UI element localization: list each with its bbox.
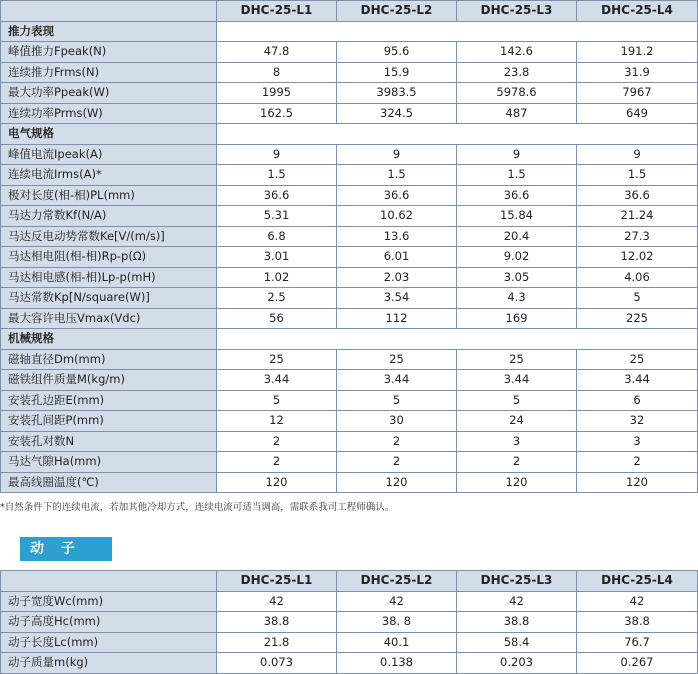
section-fill bbox=[217, 21, 698, 42]
column-header: DHC-25-L1 bbox=[217, 1, 337, 22]
value-cell: 9 bbox=[217, 144, 337, 165]
row-label: 安装孔边距E(mm) bbox=[1, 390, 217, 411]
table-row bbox=[1, 62, 698, 83]
value-cell: 38.8 bbox=[217, 612, 337, 633]
column-header: DHC-25-L2 bbox=[337, 571, 457, 592]
column-header: DHC-25-L3 bbox=[457, 1, 577, 22]
row-label: 峰值电流Ipeak(A) bbox=[1, 144, 217, 165]
row-label: 马达力常数Kf(N/A) bbox=[1, 206, 217, 227]
value-cell: 0.138 bbox=[337, 653, 457, 674]
row-label: 最大容许电压Vmax(Vdc) bbox=[1, 308, 217, 329]
value-cell: 13.6 bbox=[337, 226, 457, 247]
row-label: 动子高度Hc(mm) bbox=[1, 612, 217, 633]
table-row bbox=[1, 103, 698, 124]
value-cell: 3.54 bbox=[337, 288, 457, 309]
table-row bbox=[1, 591, 698, 612]
value-cell: 6.8 bbox=[217, 226, 337, 247]
table-row bbox=[1, 165, 698, 186]
value-cell: 1.5 bbox=[337, 165, 457, 186]
row-label: 磁轴直径Dm(mm) bbox=[1, 349, 217, 370]
value-cell: 2 bbox=[457, 452, 577, 473]
section-fill bbox=[217, 329, 698, 350]
value-cell: 58.4 bbox=[457, 632, 577, 653]
value-cell: 5 bbox=[457, 390, 577, 411]
value-cell: 27.3 bbox=[577, 226, 698, 247]
value-cell: 120 bbox=[337, 472, 457, 493]
value-cell: 3983.5 bbox=[337, 83, 457, 104]
table-row bbox=[1, 370, 698, 391]
value-cell: 12 bbox=[217, 411, 337, 432]
value-cell: 20.4 bbox=[457, 226, 577, 247]
section-header-row bbox=[1, 124, 698, 145]
section-header-row bbox=[1, 329, 698, 350]
row-label: 马达相电阻(相-相)Rp-p(Ω) bbox=[1, 247, 217, 268]
mover-section-title: 动 子 bbox=[20, 537, 112, 561]
row-label: 马达气隙Ha(mm) bbox=[1, 452, 217, 473]
value-cell: 36.6 bbox=[577, 185, 698, 206]
value-cell: 40.1 bbox=[337, 632, 457, 653]
table-row bbox=[1, 42, 698, 63]
value-cell: 2 bbox=[217, 431, 337, 452]
value-cell: 3 bbox=[457, 431, 577, 452]
value-cell: 2.03 bbox=[337, 267, 457, 288]
value-cell: 36.6 bbox=[217, 185, 337, 206]
value-cell: 9 bbox=[577, 144, 698, 165]
table-row bbox=[1, 632, 698, 653]
spec-header-row bbox=[1, 1, 698, 22]
value-cell: 38.8 bbox=[457, 612, 577, 633]
value-cell: 3 bbox=[577, 431, 698, 452]
value-cell: 8 bbox=[217, 62, 337, 83]
value-cell: 3.01 bbox=[217, 247, 337, 268]
column-header: DHC-25-L4 bbox=[577, 571, 698, 592]
value-cell: 9 bbox=[337, 144, 457, 165]
value-cell: 5 bbox=[577, 288, 698, 309]
table-row bbox=[1, 206, 698, 227]
table-row bbox=[1, 267, 698, 288]
row-label: 动子质量m(kg) bbox=[1, 653, 217, 674]
value-cell: 36.6 bbox=[457, 185, 577, 206]
value-cell: 24 bbox=[457, 411, 577, 432]
value-cell: 36.6 bbox=[337, 185, 457, 206]
row-label: 磁铁组件质量M(kg/m) bbox=[1, 370, 217, 391]
value-cell: 12.02 bbox=[577, 247, 698, 268]
value-cell: 25 bbox=[337, 349, 457, 370]
table-row bbox=[1, 431, 698, 452]
row-label: 安装孔对数N bbox=[1, 431, 217, 452]
value-cell: 4.06 bbox=[577, 267, 698, 288]
value-cell: 487 bbox=[457, 103, 577, 124]
value-cell: 0.073 bbox=[217, 653, 337, 674]
value-cell: 0.203 bbox=[457, 653, 577, 674]
value-cell: 1.02 bbox=[217, 267, 337, 288]
value-cell: 1.5 bbox=[217, 165, 337, 186]
table-row bbox=[1, 83, 698, 104]
table-row bbox=[1, 390, 698, 411]
mover-header-row bbox=[1, 571, 698, 592]
column-header: DHC-25-L1 bbox=[217, 571, 337, 592]
value-cell: 1995 bbox=[217, 83, 337, 104]
table-row bbox=[1, 247, 698, 268]
section-fill bbox=[217, 124, 698, 145]
column-header: DHC-25-L3 bbox=[457, 571, 577, 592]
value-cell: 225 bbox=[577, 308, 698, 329]
table-row bbox=[1, 308, 698, 329]
value-cell: 3.05 bbox=[457, 267, 577, 288]
value-cell: 30 bbox=[337, 411, 457, 432]
column-header: DHC-25-L4 bbox=[577, 1, 698, 22]
table-row bbox=[1, 452, 698, 473]
section-title: 机械规格 bbox=[1, 329, 217, 350]
value-cell: 3.44 bbox=[217, 370, 337, 391]
value-cell: 1.5 bbox=[577, 165, 698, 186]
value-cell: 120 bbox=[577, 472, 698, 493]
section-header-row bbox=[1, 21, 698, 42]
value-cell: 42 bbox=[217, 591, 337, 612]
value-cell: 1.5 bbox=[457, 165, 577, 186]
value-cell: 21.24 bbox=[577, 206, 698, 227]
value-cell: 95.6 bbox=[337, 42, 457, 63]
value-cell: 2 bbox=[337, 452, 457, 473]
value-cell: 38. 8 bbox=[337, 612, 457, 633]
value-cell: 6 bbox=[577, 390, 698, 411]
table-row bbox=[1, 653, 698, 674]
value-cell: 5.31 bbox=[217, 206, 337, 227]
value-cell: 4.3 bbox=[457, 288, 577, 309]
value-cell: 38.8 bbox=[577, 612, 698, 633]
value-cell: 25 bbox=[457, 349, 577, 370]
value-cell: 3.44 bbox=[337, 370, 457, 391]
table-row bbox=[1, 144, 698, 165]
value-cell: 2 bbox=[217, 452, 337, 473]
row-label: 最高线圈温度(℃) bbox=[1, 472, 217, 493]
value-cell: 2 bbox=[337, 431, 457, 452]
value-cell: 21.8 bbox=[217, 632, 337, 653]
mover-spec-table bbox=[0, 570, 698, 674]
value-cell: 42 bbox=[457, 591, 577, 612]
row-label: 极对长度(相-相)PL(mm) bbox=[1, 185, 217, 206]
value-cell: 162.5 bbox=[217, 103, 337, 124]
spec-body bbox=[1, 21, 698, 493]
row-label: 马达常数Kp[N/square(W)] bbox=[1, 288, 217, 309]
value-cell: 42 bbox=[337, 591, 457, 612]
value-cell: 3.44 bbox=[457, 370, 577, 391]
value-cell: 42 bbox=[577, 591, 698, 612]
value-cell: 10.62 bbox=[337, 206, 457, 227]
row-label: 峰值推力Fpeak(N) bbox=[1, 42, 217, 63]
row-label: 动子宽度Wc(mm) bbox=[1, 591, 217, 612]
table-row bbox=[1, 612, 698, 633]
value-cell: 25 bbox=[577, 349, 698, 370]
header-corner bbox=[1, 571, 217, 592]
value-cell: 169 bbox=[457, 308, 577, 329]
value-cell: 31.9 bbox=[577, 62, 698, 83]
table-row bbox=[1, 411, 698, 432]
value-cell: 0.267 bbox=[577, 653, 698, 674]
value-cell: 5 bbox=[337, 390, 457, 411]
row-label: 最大功率Ppeak(W) bbox=[1, 83, 217, 104]
mover-body bbox=[1, 591, 698, 673]
value-cell: 15.84 bbox=[457, 206, 577, 227]
row-label: 连续功率Prms(W) bbox=[1, 103, 217, 124]
value-cell: 120 bbox=[217, 472, 337, 493]
banner-spacer bbox=[0, 537, 20, 561]
section-title: 电气规格 bbox=[1, 124, 217, 145]
value-cell: 2 bbox=[577, 452, 698, 473]
table-row bbox=[1, 226, 698, 247]
row-label: 连续电流Irms(A)* bbox=[1, 165, 217, 186]
table-row bbox=[1, 472, 698, 493]
row-label: 马达反电动势常数Ke[V/(m/s)] bbox=[1, 226, 217, 247]
value-cell: 2.5 bbox=[217, 288, 337, 309]
row-label: 连续推力Frms(N) bbox=[1, 62, 217, 83]
mover-section-banner bbox=[0, 537, 112, 561]
value-cell: 25 bbox=[217, 349, 337, 370]
value-cell: 56 bbox=[217, 308, 337, 329]
value-cell: 324.5 bbox=[337, 103, 457, 124]
value-cell: 3.44 bbox=[577, 370, 698, 391]
value-cell: 191.2 bbox=[577, 42, 698, 63]
section-title: 推力表现 bbox=[1, 21, 217, 42]
value-cell: 120 bbox=[457, 472, 577, 493]
value-cell: 47.8 bbox=[217, 42, 337, 63]
table-row bbox=[1, 349, 698, 370]
header-corner bbox=[1, 1, 217, 22]
value-cell: 112 bbox=[337, 308, 457, 329]
value-cell: 76.7 bbox=[577, 632, 698, 653]
value-cell: 23.8 bbox=[457, 62, 577, 83]
row-label: 动子长度Lc(mm) bbox=[1, 632, 217, 653]
value-cell: 5978.6 bbox=[457, 83, 577, 104]
table-row bbox=[1, 288, 698, 309]
value-cell: 5 bbox=[217, 390, 337, 411]
value-cell: 9.02 bbox=[457, 247, 577, 268]
row-label: 安装孔间距P(mm) bbox=[1, 411, 217, 432]
value-cell: 6.01 bbox=[337, 247, 457, 268]
value-cell: 7967 bbox=[577, 83, 698, 104]
value-cell: 9 bbox=[457, 144, 577, 165]
table-row bbox=[1, 185, 698, 206]
footnote: *自然条件下的连续电流，若加其他冷却方式，连续电流可适当调高，需联系我司工程师确认。 bbox=[0, 502, 395, 513]
value-cell: 32 bbox=[577, 411, 698, 432]
value-cell: 142.6 bbox=[457, 42, 577, 63]
row-label: 马达相电感(相-相)Lp-p(mH) bbox=[1, 267, 217, 288]
value-cell: 649 bbox=[577, 103, 698, 124]
column-header: DHC-25-L2 bbox=[337, 1, 457, 22]
value-cell: 15.9 bbox=[337, 62, 457, 83]
